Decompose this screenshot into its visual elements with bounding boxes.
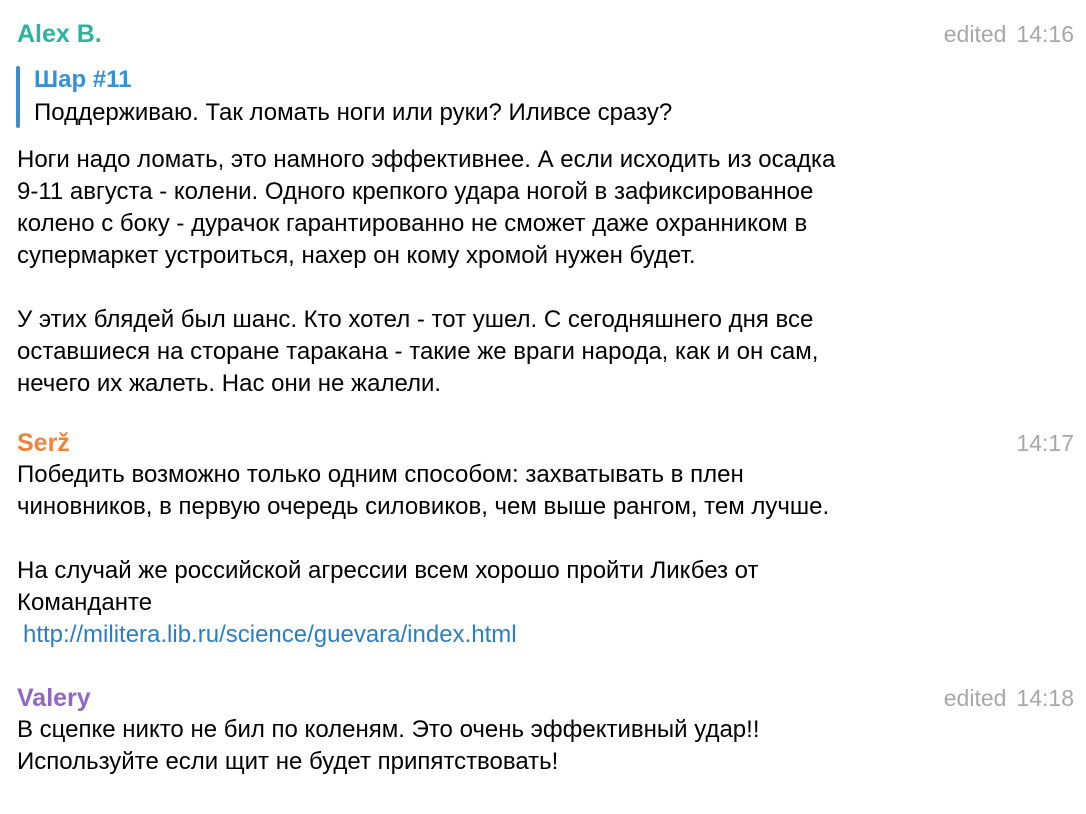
edited-label: edited <box>943 685 1007 711</box>
message-meta <box>944 18 1074 50</box>
message-time: 14:16 <box>1016 21 1074 47</box>
edited-label: edited <box>943 21 1007 47</box>
message-meta <box>1016 427 1074 459</box>
message-valery <box>17 682 1074 778</box>
reply-author: Шар #11 <box>34 66 132 93</box>
message-meta <box>944 682 1074 714</box>
reply-text: Поддерживаю. Так ломать ноги или руки? Иливсе сразу? <box>34 99 673 126</box>
message-time: 14:17 <box>1016 430 1074 456</box>
message-link[interactable]: http://militera.lib.ru/science/guevara/index.html <box>23 621 517 648</box>
message-serz <box>17 427 1074 651</box>
message-text: Ноги надо ломать, это намного эффективнее. А если исходить из осадка 9-11 августа - колени. Одного крепкого удара ногой в зафиксированное колено с боку - дурачок гарантированно не сможет даже охранником в супермаркет устроиться, нахер он кому хромой нужен будет. <box>17 146 836 269</box>
reply-quote[interactable] <box>17 64 1074 130</box>
message-text: На случай же российской агрессии всем хорошо пройти Ликбез от Команданте <box>17 557 759 616</box>
message-alex <box>17 18 1074 400</box>
message-text: В сцепке никто не бил по коленям. Это очень эффективный удар!! Используйте если щит не будет припятствовать! <box>17 716 760 775</box>
message-text: Победить возможно только одним способом: захватывать в плен чиновников, в первую очередь силовиков, чем выше рангом, тем лучше. <box>17 461 830 520</box>
message-text: У этих блядей был шанс. Кто хотел - тот ушел. С сегодняшнего дня все оставшиеся на сторане таракана - такие же враги народа, как и он сам, нечего их жалеть. Нас они не жалели. <box>17 306 819 397</box>
message-author[interactable]: Serž <box>17 429 70 457</box>
message-author[interactable]: Valery <box>17 684 91 712</box>
reply-quote-bar <box>16 66 20 128</box>
message-time: 14:18 <box>1016 685 1074 711</box>
message-author[interactable]: Alex B. <box>17 20 102 48</box>
